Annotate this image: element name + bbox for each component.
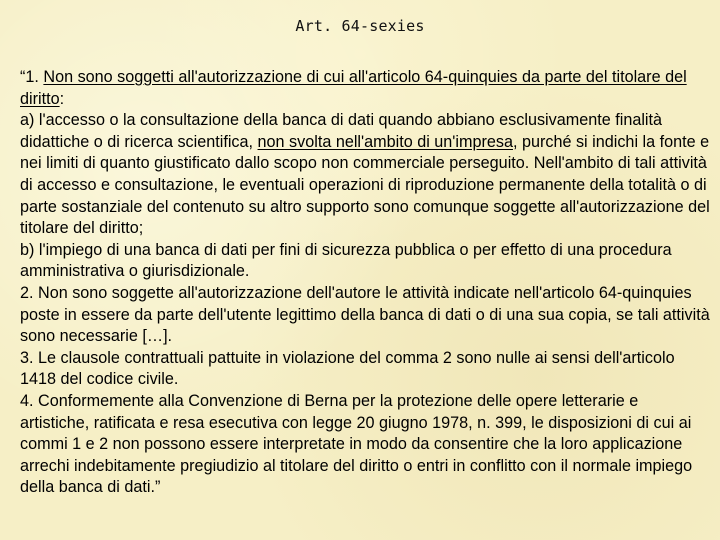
paragraph-2: 2. Non sono soggette all'autorizzazione dell'autore le attività indicate nell'articolo 64-quinquies poste in essere da parte dell'utente legittimo della banca di dati o di una sua copia, se tali attività sono necessarie […]. — [20, 283, 710, 346]
paragraph-a-after: , purché si indichi la fonte e nei limiti di quanto giustificato dallo scopo non commerciale perseguito. Nell'ambito di tali attività di accesso e consultazione, le eventuali operazioni di riproduzione permanente della totalità o di parte sostanziale del contenuto su altro supporto sono comunque soggette all'autorizzazione del titolare del diritto; — [20, 132, 710, 238]
paragraph-1-prefix: “1. — [20, 68, 44, 86]
slide-title: Art. 64-sexies — [295, 17, 425, 35]
article-text — [20, 67, 710, 499]
paragraph-b: b) l'impiego di una banca di dati per fini di sicurezza pubblica o per effetto di una procedura amministrativa o giurisdizionale. — [20, 240, 672, 281]
paragraph-1 — [20, 67, 710, 110]
paragraph-a-underlined: non svolta nell'ambito di un'impresa — [257, 132, 513, 151]
paragraph-1-suffix: : — [59, 89, 65, 108]
paragraph-a-before: a) l'accesso o la consultazione della banca di dati quando abbiano esclusivamente finalità didattiche o di ricerca scientifica, — [20, 111, 663, 151]
paragraph-3: 3. Le clausole contrattuali pattuite in violazione del comma 2 sono nulle ai sensi dell'articolo 1418 del codice civile. — [20, 348, 675, 389]
paragraph-4: 4. Conformemente alla Convenzione di Berna per la protezione delle opere letterarie e artistiche, ratificata e resa esecutiva con legge 20 giugno 1978, n. 399, le disposizioni di cui ai commi 1 e 2 non possono essere interpretate in modo da consentire che la loro applicazione arrechi indebitamente pregiudizio al titolare del diritto o entri in conflitto con il normale impiego della banca di dati.” — [20, 391, 693, 497]
paragraph-a — [20, 110, 710, 240]
paragraph-1-underlined: Non sono soggetti all'autorizzazione di cui all'articolo 64-quinquies da parte del titolare del diritto — [20, 68, 687, 108]
